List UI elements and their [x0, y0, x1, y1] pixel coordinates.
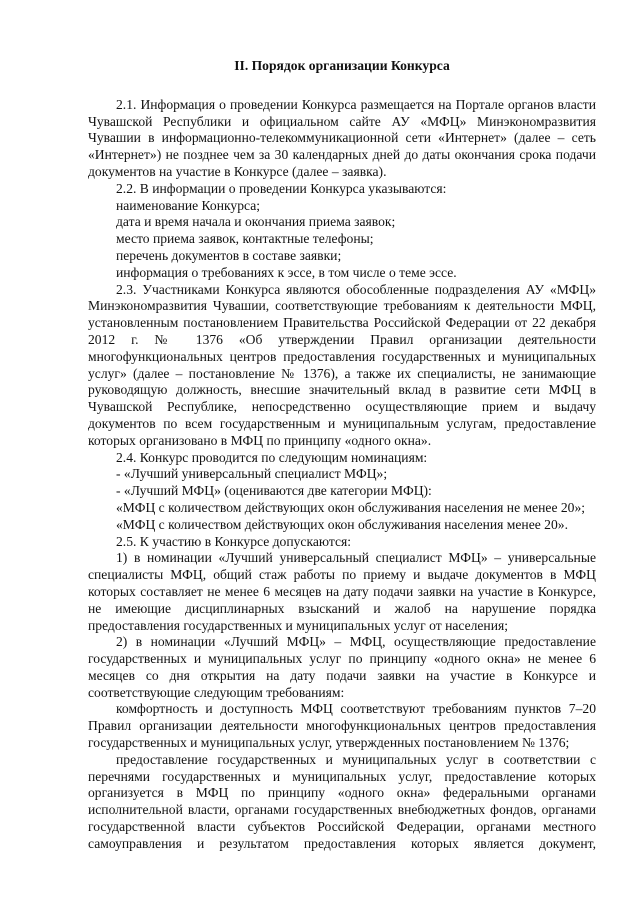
- paragraph-2-4: 2.4. Конкурс проводится по следующим номинациям:: [116, 449, 428, 465]
- paragraph-2-1: 2.1. Информация о проведении Конкурса размещается на Портале органов власти Чувашской Республики и официальном сайте АУ «МФЦ» Минэкономразвития Чувашии в информационно-телекоммуникационной сети «Интернет» (далее – сеть «Интернет») не позднее чем за 30 календарных дней до даты окончания срока подачи документов на участие в Конкурсе (далее – заявка).: [88, 96, 596, 179]
- nomination-specialist: - «Лучший универсальный специалист МФЦ»;: [116, 466, 388, 482]
- nomination-mfc: - «Лучший МФЦ» (оцениваются две категории МФЦ):: [116, 483, 432, 499]
- document-body: [88, 58, 596, 853]
- category-20-plus: «МФЦ с количеством действующих окон обслуживания населения не менее 20»;: [116, 499, 586, 515]
- requirement-comfort: комфортность и доступность МФЦ соответствуют требованиям пунктов 7–20 Правил организации деятельности многофункциональных центров предоставления государственных и муниципальных услуг, утвержденных постановлением № 1376;: [88, 701, 596, 751]
- paragraph-2-3: 2.3. Участниками Конкурса являются обособленные подразделения АУ «МФЦ» Минэкономразвития Чувашии, соответствующие требованиям к деятельности МФЦ, установленным постановлением Правительства Российской Федерации от 22 декабря 2012 г. № 1376 «Об утверждении Правил организации деятельности многофункциональных центров предоставления государственных и муниципальных услуг» (далее – постановление № 1376), а также их специалисты, не занимающие руководящую должность, внесшие значительный вклад в развитие сети МФЦ в Чувашской Республике, непосредственно осуществляющие прием и выдачу документов по всем государственным и муниципальным услугам, предоставление которых организовано в МФЦ по принципу «одного окна».: [88, 281, 596, 448]
- list-item-essay: информация о требованиях к эссе, в том числе о теме эссе.: [116, 264, 457, 280]
- list-item-place: место приема заявок, контактные телефоны;: [116, 231, 374, 247]
- paragraph-2-2: 2.2. В информации о проведении Конкурса указываются:: [116, 180, 447, 196]
- requirement-services: предоставление государственных и муниципальных услуг в соответствии с перечнями государственных и муниципальных услуг, предоставление которых организуется в МФЦ по принципу «одного окна» федеральными органами исполнительной власти, органами государственных внебюджетных фондов, органами государственной власти субъектов Российской Федерации, органами местного самоуправления и результатом предоставления которых является документ,: [88, 751, 596, 851]
- admission-item-1: 1) в номинации «Лучший универсальный специалист МФЦ» – универсальные специалисты МФЦ, общий стаж работы по приему и выдаче документов в МФЦ которых составляет не менее 6 месяцев на дату подачи заявки на участие в Конкурсе, не имеющие дисциплинарных взысканий и жалоб на нарушение порядка предоставления государственных и муниципальных услуг от населения;: [88, 550, 596, 633]
- admission-item-2: 2) в номинации «Лучший МФЦ» – МФЦ, осуществляющие предоставление государственных и муниципальных услуг по принципу «одного окна» не менее 6 месяцев со дня открытия на дату подачи заявки на участие в Конкурсе и соответствующие следующим требованиям:: [88, 634, 596, 700]
- list-item-documents: перечень документов в составе заявки;: [116, 247, 342, 263]
- paragraph-2-5: 2.5. К участию в Конкурсе допускаются:: [116, 533, 352, 549]
- list-item-contest-name: наименование Конкурса;: [116, 197, 261, 213]
- list-item-dates: дата и время начала и окончания приема заявок;: [116, 214, 396, 230]
- section-heading: II. Порядок организации Конкурса: [234, 58, 450, 73]
- category-under-20: «МФЦ с количеством действующих окон обслуживания населения менее 20».: [116, 516, 568, 532]
